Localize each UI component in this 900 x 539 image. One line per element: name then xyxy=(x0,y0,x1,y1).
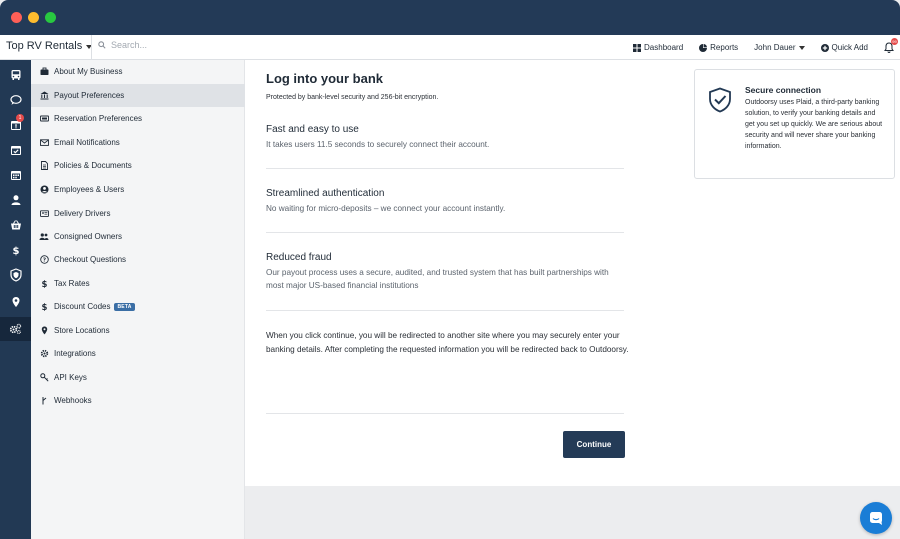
ticket-icon xyxy=(39,114,49,124)
dashboard-label: Dashboard xyxy=(644,43,684,52)
secure-card-title: Secure connection xyxy=(745,85,822,95)
chat-bubble-icon xyxy=(868,510,884,526)
dashboard-icon xyxy=(633,44,641,52)
submenu-item-delivery-drivers[interactable] xyxy=(31,202,245,225)
svg-text:?: ? xyxy=(42,257,46,264)
search-input[interactable] xyxy=(111,40,261,50)
submenu-item-api-keys[interactable] xyxy=(31,366,245,389)
dollar-icon xyxy=(39,279,49,289)
icon-rail xyxy=(0,60,31,539)
plus-circle-icon xyxy=(821,44,829,52)
submenu-item-label: Tax Rates xyxy=(54,279,90,288)
submenu-item-webhooks[interactable] xyxy=(31,389,245,412)
document-icon xyxy=(39,161,49,171)
calendar-icon xyxy=(10,169,22,181)
key-icon xyxy=(39,373,49,383)
settings-submenu xyxy=(31,60,245,539)
submenu-item-label: Discount Codes xyxy=(54,302,111,311)
users-icon xyxy=(39,232,49,242)
submenu-item-label: Integrations xyxy=(54,349,96,358)
rail-item-store[interactable] xyxy=(0,213,31,237)
bus-icon xyxy=(10,69,22,81)
user-menu[interactable] xyxy=(754,43,804,52)
feature-title: Streamlined authentication xyxy=(266,188,385,199)
rail-item-alerts[interactable] xyxy=(0,113,31,137)
rail-item-vehicles[interactable] xyxy=(0,63,31,87)
section-divider xyxy=(266,168,624,169)
submenu-item-checkout-questions[interactable] xyxy=(31,248,245,271)
minimize-window-button[interactable] xyxy=(28,12,39,23)
submenu-item-label: Reservation Preferences xyxy=(54,114,143,123)
id-card-icon xyxy=(39,209,49,219)
secure-card-text: Outdoorsy uses Plaid, a third-party banking solution, to verify your banking details and get you set up quickly. We are serious about security and will never share your banking information. xyxy=(745,99,883,150)
redirect-notice: When you click continue, you will be redirected to another site where you may securely enter your banking details. After completing the requested information you will be redirected back to Outdoorsy. xyxy=(266,331,629,354)
submenu-item-label: Delivery Drivers xyxy=(54,209,111,218)
dollar-icon xyxy=(39,302,49,312)
calendar-check-icon xyxy=(10,144,22,156)
notification-badge: 99 xyxy=(892,39,897,44)
rail-item-customers[interactable] xyxy=(0,188,31,212)
webhook-icon xyxy=(39,396,49,406)
submenu-item-email-notifications[interactable] xyxy=(31,131,245,154)
envelope-icon xyxy=(39,138,49,148)
submenu-item-discount-codes[interactable] xyxy=(31,295,245,318)
submenu-item-label: Checkout Questions xyxy=(54,255,127,264)
page-title: Log into your bank xyxy=(266,71,383,86)
close-window-button[interactable] xyxy=(11,12,22,23)
svg-text:$: $ xyxy=(12,246,19,256)
question-icon xyxy=(39,255,49,265)
nav-links xyxy=(633,35,900,60)
top-nav xyxy=(0,35,900,60)
gear-icon xyxy=(39,349,49,359)
rail-item-bookings[interactable] xyxy=(0,138,31,162)
cogs-icon xyxy=(9,323,22,335)
rail-item-insurance[interactable] xyxy=(0,263,31,287)
dashboard-link[interactable] xyxy=(633,43,683,52)
rail-item-messages[interactable] xyxy=(0,88,31,112)
quick-add-label: Quick Add xyxy=(831,43,868,52)
chevron-down-icon xyxy=(799,46,805,50)
submenu-item-store-locations[interactable] xyxy=(31,319,245,342)
submenu-item-reservation-preferences[interactable] xyxy=(31,107,245,130)
reports-link[interactable] xyxy=(699,43,738,52)
submenu-item-payout-preferences[interactable] xyxy=(31,84,245,107)
search-box xyxy=(98,40,261,50)
dollar-icon xyxy=(10,244,22,256)
user-circle-icon xyxy=(39,185,49,195)
feature-reduced-fraud xyxy=(266,252,624,292)
zoom-window-button[interactable] xyxy=(45,12,56,23)
rail-item-calendar[interactable] xyxy=(0,163,31,187)
rail-item-locations[interactable] xyxy=(0,290,31,314)
submenu-item-label: Webhooks xyxy=(54,396,92,405)
search-icon xyxy=(98,41,106,49)
shield-icon xyxy=(9,268,23,282)
chat-launcher-button[interactable] xyxy=(860,502,892,534)
pie-chart-icon xyxy=(699,44,707,52)
feature-text: No waiting for micro-deposits – we connect your account instantly. xyxy=(266,204,506,213)
quick-add-button[interactable] xyxy=(821,43,868,52)
feature-title: Reduced fraud xyxy=(266,252,332,263)
section-divider xyxy=(266,232,624,233)
main-content xyxy=(245,60,900,486)
window-titlebar xyxy=(0,0,900,35)
chat-icon xyxy=(10,94,22,106)
feature-text: It takes users 11.5 seconds to securely connect their account. xyxy=(266,140,490,149)
feature-text: Our payout process uses a secure, audited, and trusted system that has built partnerships with most major US-based financial institutions xyxy=(266,268,609,290)
submenu-item-tax-rates[interactable] xyxy=(31,272,245,295)
submenu-item-label: Email Notifications xyxy=(54,138,120,147)
submenu-item-label: Policies & Documents xyxy=(54,161,132,170)
submenu-item-consigned-owners[interactable] xyxy=(31,225,245,248)
submenu-item-employees-users[interactable] xyxy=(31,178,245,201)
section-divider xyxy=(266,413,624,414)
map-pin-icon xyxy=(10,296,22,308)
brand-name: Top RV Rentals xyxy=(6,40,83,52)
submenu-item-label: Store Locations xyxy=(54,326,110,335)
section-divider xyxy=(266,310,624,311)
feature-title: Fast and easy to use xyxy=(266,124,359,135)
reports-label: Reports xyxy=(710,43,739,52)
submenu-item-policies-documents[interactable] xyxy=(31,154,245,177)
submenu-item-label: Employees & Users xyxy=(54,185,125,194)
nav-divider xyxy=(91,35,92,60)
svg-text:$: $ xyxy=(41,280,47,288)
brand-switcher[interactable] xyxy=(6,40,92,52)
rail-item-payments[interactable] xyxy=(0,238,31,262)
svg-text:$: $ xyxy=(41,303,47,311)
map-pin-icon xyxy=(39,326,49,336)
basket-icon xyxy=(10,219,22,231)
rail-item-settings[interactable] xyxy=(0,317,31,341)
submenu-item-label: Payout Preferences xyxy=(54,91,125,100)
continue-button[interactable]: Continue xyxy=(563,431,625,458)
bank-icon xyxy=(39,91,49,101)
submenu-item-integrations[interactable] xyxy=(31,342,245,365)
briefcase-icon xyxy=(39,67,49,77)
shield-check-icon xyxy=(708,87,732,113)
submenu-item-label: Consigned Owners xyxy=(54,232,123,241)
feature-fast-easy xyxy=(266,124,624,151)
secure-connection-card xyxy=(694,69,895,179)
beta-badge: BETA xyxy=(114,303,134,311)
user-icon xyxy=(10,194,22,206)
user-name: John Dauer xyxy=(754,43,796,52)
submenu-item-about-business[interactable] xyxy=(31,60,245,83)
page-subtitle: Protected by bank-level security and 256-bit encryption. xyxy=(266,94,439,101)
notifications-button[interactable] xyxy=(884,39,897,53)
submenu-item-label: API Keys xyxy=(54,373,87,382)
submenu-item-label: About My Business xyxy=(54,67,123,76)
feature-streamlined-auth xyxy=(266,188,624,215)
rail-alert-badge: 1 xyxy=(16,114,24,122)
